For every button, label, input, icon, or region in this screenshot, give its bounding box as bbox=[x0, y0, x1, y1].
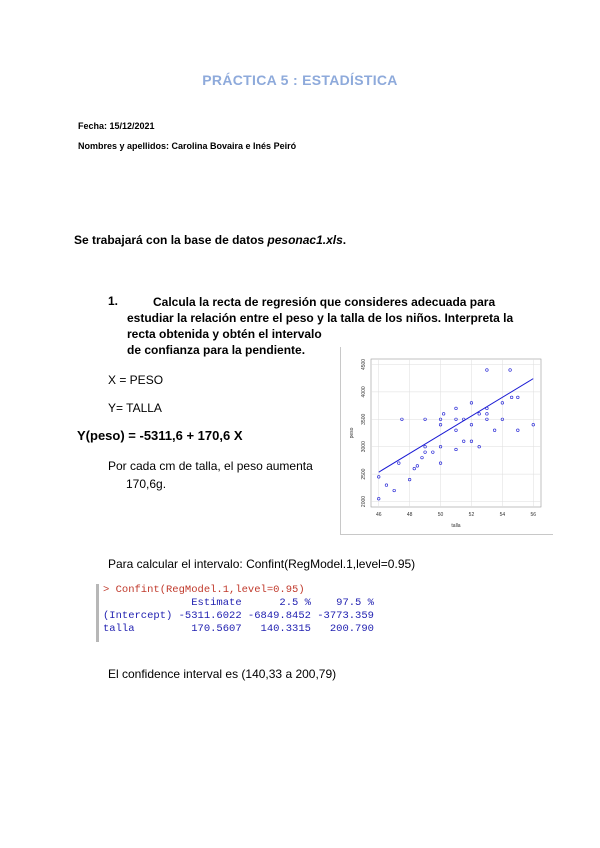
console-row-intercept: (Intercept) -5311.6022 -6849.8452 -3773.359 bbox=[103, 610, 374, 622]
regression-equation: Y(peso) = -5311,6 + 170,6 X bbox=[77, 428, 243, 443]
intro-end: . bbox=[342, 233, 347, 247]
question-line-4: de confianza para la pendiente. bbox=[127, 343, 306, 357]
scatter-svg bbox=[341, 347, 553, 534]
intro-prefix: Se trabajará con la base de datos bbox=[74, 233, 268, 247]
x-tick-label: 56 bbox=[530, 512, 537, 518]
nombres-label: Nombres y apellidos: Carolina Bovaira e Inés Peiró bbox=[78, 141, 297, 151]
x-axis-label: talla bbox=[451, 523, 461, 529]
x-tick-label: 48 bbox=[406, 512, 413, 518]
x-tick-label: 52 bbox=[468, 512, 475, 518]
page-title: PRÁCTICA 5 : ESTADÍSTICA bbox=[202, 72, 398, 88]
x-definition: X = PESO bbox=[108, 373, 164, 387]
plot-frame bbox=[371, 359, 541, 507]
y-tick-label: 3500 bbox=[361, 413, 367, 425]
y-tick-label: 4500 bbox=[361, 358, 367, 371]
y-tick-label: 2000 bbox=[361, 495, 367, 508]
question-line-1: Calcula la recta de regresión que consideres adecuada para bbox=[153, 295, 496, 309]
question-number: 1. bbox=[108, 294, 119, 308]
console-row-talla: talla 170.5607 140.3315 200.790 bbox=[103, 623, 374, 635]
x-tick-label: 50 bbox=[437, 512, 444, 518]
question-text-continued bbox=[127, 326, 337, 358]
x-tick-label: 46 bbox=[375, 512, 382, 518]
intro-text bbox=[74, 233, 346, 247]
y-tick-label: 2500 bbox=[361, 468, 367, 480]
interval-intro: Para calcular el intervalo: Confint(RegModel.1,level=0.95) bbox=[108, 557, 416, 571]
question-line-2: estudiar la relación entre el peso y la talla de los niños. Interpreta la bbox=[127, 311, 514, 325]
conclusion-text: El confidence interval es (140,33 a 200,79) bbox=[108, 667, 337, 681]
r-console-output bbox=[96, 584, 413, 642]
scatter-plot bbox=[340, 347, 553, 535]
question-line-3: recta obtenida y obtén el intervalo bbox=[127, 327, 322, 341]
interpretation-line-2: 170,6g. bbox=[126, 477, 167, 491]
dataset-filename: pesonac1.xls bbox=[267, 233, 343, 247]
interpretation-line-1: Por cada cm de talla, el peso aumenta bbox=[108, 459, 313, 473]
y-tick-label: 4000 bbox=[361, 386, 367, 398]
y-definition: Y= TALLA bbox=[108, 401, 162, 415]
console-header: Estimate 2.5 % 97.5 % bbox=[103, 597, 374, 609]
y-axis-label: peso bbox=[349, 427, 355, 439]
y-tick-label: 3000 bbox=[361, 441, 367, 453]
fecha-label: Fecha: 15/12/2021 bbox=[78, 121, 155, 131]
console-command: > Confint(RegModel.1,level=0.95) bbox=[103, 584, 305, 596]
x-tick-label: 54 bbox=[499, 512, 506, 518]
interpretation-text bbox=[108, 457, 330, 493]
question-text bbox=[127, 294, 529, 326]
